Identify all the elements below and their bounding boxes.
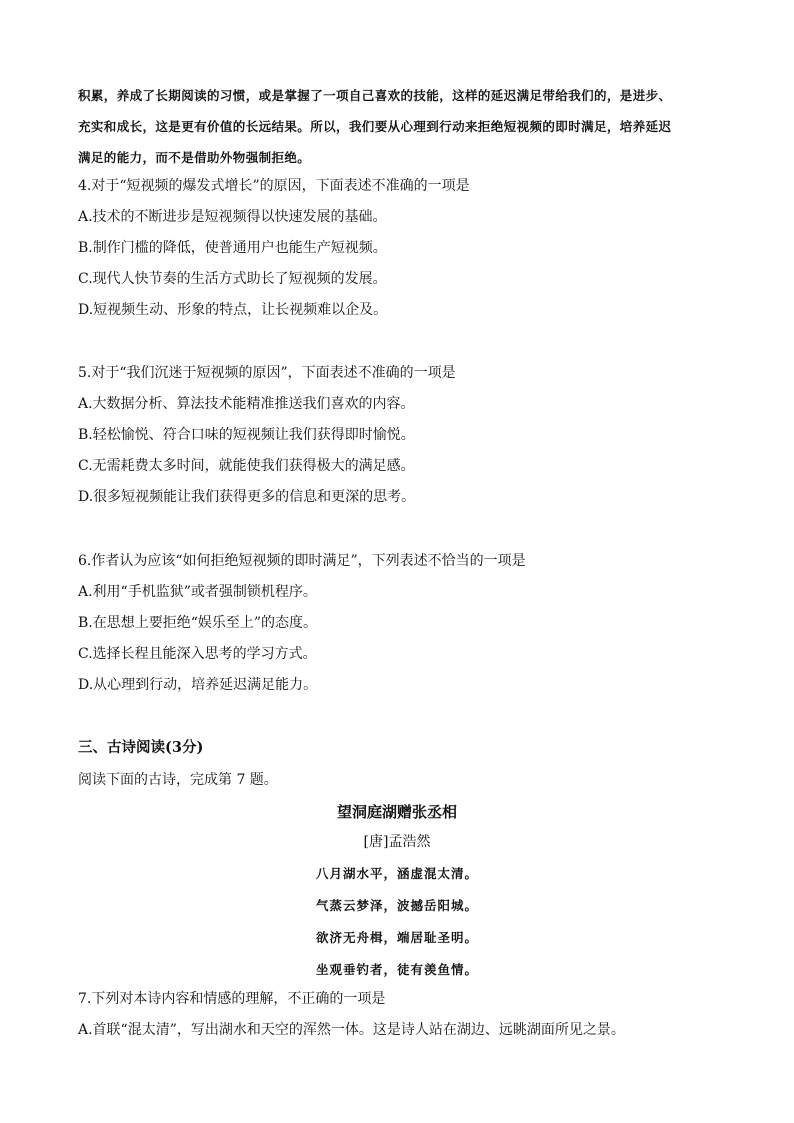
option-b: B.轻松愉悦、符合口味的短视频让我们获得即时愉悦。	[78, 427, 415, 443]
poem-title: 望洞庭湖赠张丞相	[336, 803, 457, 821]
question-stem: 7.下列对本诗内容和情感的理解，不正确的一项是	[78, 991, 386, 1007]
option-a: A.首联“混太清”，写出湖水和天空的浑然一体。这是诗人站在湖边、远眺湖面所见之景。	[78, 1022, 625, 1038]
option-b: B.制作门槛的降低，使普通用户也能生产短视频。	[78, 240, 387, 256]
question-6	[78, 546, 718, 701]
option-a: A.大数据分析、算法技术能精准推送我们喜欢的内容。	[78, 396, 415, 412]
poem-line: 坐观垂钓者，徒有羡鱼情。	[315, 962, 478, 977]
option-c: C.无需耗费太多时间，就能使我们获得极大的满足感。	[78, 458, 415, 474]
poem-author: [唐]孟浩然	[363, 834, 431, 850]
option-d: D.从心理到行动，培养延迟满足能力。	[78, 677, 318, 693]
question-stem: 6.作者认为应该“如何拒绝短视频的即时满足”，下列表述不恰当的一项是	[78, 553, 526, 569]
poem-line: 气蒸云梦泽，波撼岳阳城。	[315, 898, 478, 913]
option-b: B.在思想上要拒绝“娱乐至上”的态度。	[78, 615, 318, 631]
passage-line: 积累，养成了长期阅读的习惯，或是掌握了一项自己喜欢的技能，这样的延迟满足带给我们的，是进步、	[78, 88, 672, 103]
passage-line: 充实和成长，这是更有价值的长远结果。所以，我们要从心理到行动来拒绝短视频的即时满足，培养延迟	[78, 119, 672, 134]
poem-line: 八月湖水平，涵虚混太清。	[315, 866, 478, 881]
question-5	[78, 358, 718, 513]
option-a: A.利用“手机监狱”或者强制锁机程序。	[78, 584, 317, 600]
question-7	[78, 984, 718, 1046]
section-title: 三、古诗阅读(3分)	[78, 739, 204, 756]
poem-line: 欲济无舟楫，端居耻圣明。	[315, 930, 478, 945]
passage-ending	[78, 80, 708, 173]
question-stem: 5.对于“我们沉迷于短视频的原因”，下面表述不准确的一项是	[78, 365, 456, 381]
section-instruction: 阅读下面的古诗，完成第 7 题。	[78, 772, 278, 788]
option-c: C.选择长程且能深入思考的学习方式。	[78, 646, 317, 662]
option-d: D.很多短视频能让我们获得更多的信息和更深的思考。	[78, 489, 416, 505]
passage-line: 满足的能力，而不是借助外物强制拒绝。	[78, 150, 311, 165]
question-stem: 4.对于“短视频的爆发式增长”的原因，下面表述不准确的一项是	[78, 178, 470, 194]
option-d: D.短视频生动、形象的特点，让长视频难以企及。	[78, 302, 388, 318]
poem-body	[0, 858, 794, 986]
question-4	[78, 171, 718, 326]
option-c: C.现代人快节奏的生活方式助长了短视频的发展。	[78, 271, 387, 287]
option-a: A.技术的不断进步是短视频得以快速发展的基础。	[78, 209, 387, 225]
